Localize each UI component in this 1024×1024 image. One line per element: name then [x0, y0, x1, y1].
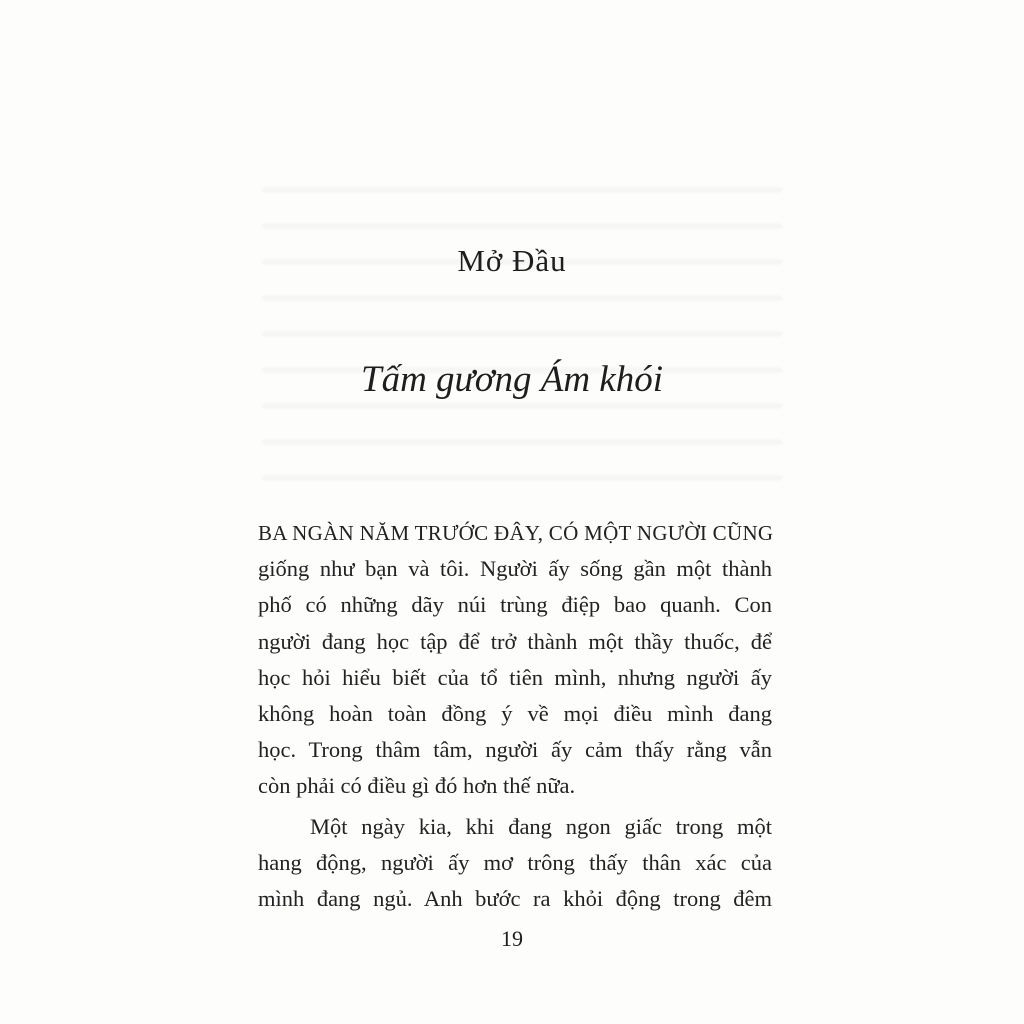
text-line: hang động, người ấy mơ trông thấy thân xác của [258, 849, 772, 875]
page-number: 19 [501, 926, 523, 951]
text-line: người đang học tập để trở thành một thầy thuốc, để [258, 628, 772, 654]
text-line: học hỏi hiểu biết của tổ tiên mình, nhưng người ấy [258, 664, 772, 690]
body-text [258, 515, 772, 917]
text-line: còn phải có điều gì đó hơn thế nữa. [258, 773, 576, 799]
text-line: Một ngày kia, khi đang ngon giấc trong một [310, 813, 772, 839]
text-line: học. Trong thâm tâm, người ấy cảm thấy rằng vẫn [258, 737, 772, 763]
bleed-through-texture [262, 170, 782, 510]
chapter-title: Tấm gương Ám khói [361, 359, 663, 400]
text-line: giống như bạn và tôi. Người ấy sống gần một thành [258, 556, 772, 582]
text-line: phố có những dãy núi trùng điệp bao quanh. Con [258, 592, 772, 618]
text-line: BA NGÀN NĂM TRƯỚC ĐÂY, CÓ MỘT NGƯỜI CŨNG [258, 521, 774, 545]
text-line: không hoàn toàn đồng ý về mọi điều mình đang [258, 701, 772, 727]
paragraph [258, 515, 772, 805]
paragraph [258, 809, 772, 918]
text-line: mình đang ngủ. Anh bước ra khỏi động trong đêm [258, 886, 772, 912]
chapter-heading: Mở Đầu [457, 243, 567, 278]
